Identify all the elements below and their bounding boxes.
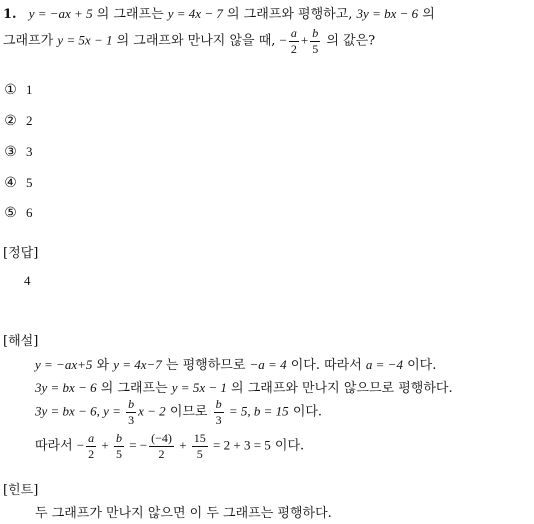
- solution-line-1: y = −ax+5 와 y = 4x−7 는 평행하므로 −a = 4 이다. 따라서 a = −4 이다.: [35, 357, 437, 373]
- fraction-b-over-5: $\frac{b}{5}$: [312, 26, 319, 56]
- choice-1[interactable]: ① 1: [4, 82, 33, 98]
- fraction-neg4-over-2: $\frac{(-4)}{2}$: [151, 431, 172, 461]
- fraction-15-over-5: $\frac{15}{5}$: [193, 431, 206, 461]
- fraction-a-over-2-sol: $\frac{a}{2}$: [88, 431, 95, 461]
- question-line-2: 그래프가 y = 5x − 1 의 그래프와 만나지 않을 때, − $\frac{a}{2}$ + $\frac{b}{5}$ 의 값은?: [3, 26, 376, 56]
- fraction-b-over-3-second: $\frac{b}{3}$: [215, 397, 222, 427]
- answer-heading: [정답]: [3, 246, 39, 261]
- fraction-b-over-3: $\frac{b}{3}$: [128, 397, 135, 427]
- solution-line-3: 3y = bx − 6, y = $\frac{b}{3}$ x − 2 이므로 $\frac{b}{3}$ = 5, b = 15 이다.: [35, 397, 323, 427]
- solution-line-4: 따라서 − $\frac{a}{2}$ + $\frac{b}{5}$ = − $\frac{(-4)}{2}$ + $\frac{15}{5}$ = 2 + 3 = 5 이다.: [35, 431, 305, 461]
- solution-heading: [해설]: [3, 334, 39, 349]
- hint-text: 두 그래프가 만나지 않으면 이 두 그래프는 평행하다.: [35, 506, 332, 521]
- fraction-b-over-5-sol: $\frac{b}{5}$: [116, 431, 122, 461]
- question-line-1: 1. y = −ax + 5 의 그래프는 y = 4x − 7 의 그래프와 평행하고, 3y = bx − 6 의: [3, 6, 435, 22]
- answer-value: 4: [24, 273, 31, 288]
- hint-heading: [힌트]: [3, 483, 39, 498]
- fraction-a-over-2: $\frac{a}{2}$: [290, 26, 297, 56]
- choice-5[interactable]: ⑤ 6: [4, 205, 33, 221]
- solution-line-2: 3y = bx − 6 의 그래프는 y = 5x − 1 의 그래프와 만나지 않으므로 평행하다.: [35, 380, 453, 396]
- question-number: 1.: [3, 7, 17, 22]
- choice-4[interactable]: ④ 5: [4, 175, 33, 191]
- choice-2[interactable]: ② 2: [4, 113, 33, 129]
- choice-3[interactable]: ③ 3: [4, 144, 33, 160]
